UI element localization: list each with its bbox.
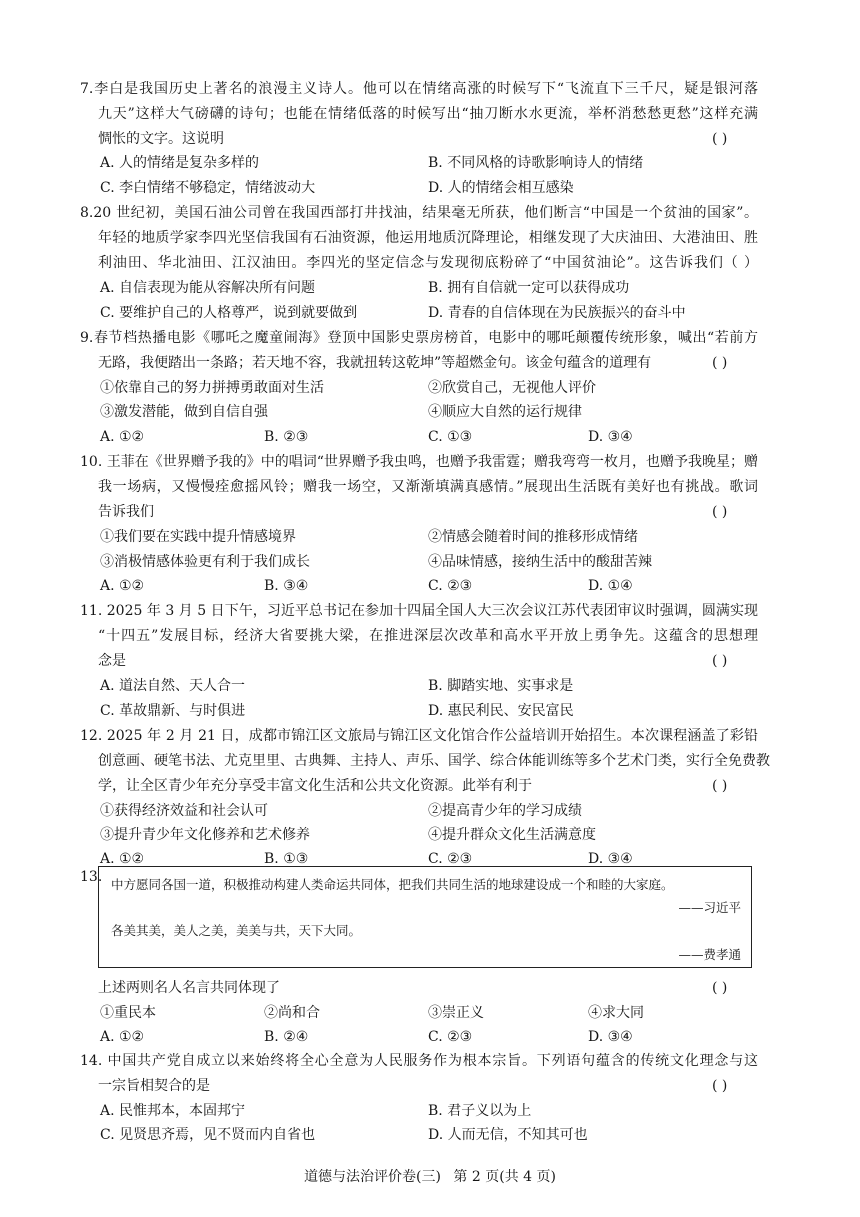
q10-stem-line-1: 10. 王菲在《世界赠予我的》中的唱词“世界赠予我虫鸣，也赠予我雷霆；赠我弯弯一枚月，也赠予我晚星；赠 <box>80 454 758 470</box>
q7-answer-blank: ( ) <box>712 131 728 147</box>
q13-statement-3: ③崇正义 <box>428 1005 484 1021</box>
q9-statement-2: ②欣赏自己，无视他人评价 <box>428 380 596 396</box>
q12-statement-2: ②提高青少年的学习成绩 <box>428 803 582 819</box>
q12-stem-line-3: 学，让全区青少年充分享受丰富文化生活和公共文化资源。此举有利于 <box>98 778 532 794</box>
q13-quote-1: 中方愿同各国一道，积极推动构建人类命运共同体，把我们共同生活的地球建设成一个和睦的大家庭。 <box>111 877 674 892</box>
q13-answer-blank: ( ) <box>712 980 728 996</box>
q9-choice-b: B. ②③ <box>264 429 309 445</box>
q9-answer-blank: ( ) <box>712 355 728 371</box>
q9-statement-1: ①依靠自己的努力拼搏勇敢面对生活 <box>100 380 324 396</box>
q12-choice-c: C. ②③ <box>428 851 473 867</box>
q11-stem-line-1: 11. 2025 年 3 月 5 日下午，习近平总书记在参加十四届全国人大三次会议江苏代表团审议时强调，圆满实现 <box>80 603 758 619</box>
q7-stem-line-3: 惆怅的文字。这说明 <box>98 131 224 147</box>
q8-option-b: B. 拥有自信就一定可以获得成功 <box>428 280 630 296</box>
q7-option-b: B. 不同风格的诗歌影响诗人的情绪 <box>428 155 644 171</box>
q9-choice-d: D. ③④ <box>588 429 633 445</box>
q13-choice-b: B. ②④ <box>264 1029 309 1045</box>
q7-stem-line-2: 九天”这样大气磅礴的诗句；也能在情绪低落的时候写出“抽刀断水水更流，举杯消愁愁更愁”这样充满 <box>98 106 758 122</box>
q14-option-b: B. 君子义以为上 <box>428 1103 532 1119</box>
q14-stem-line-2: 一宗旨相契合的是 <box>98 1078 210 1094</box>
q10-stem-line-2: 我一场病，又慢慢痊愈摇风铃；赠我一场空，又渐渐填满真感情。”展现出生活既有美好也有挑战。歌词 <box>98 479 758 495</box>
q12-statement-3: ③提升青少年文化修养和艺术修养 <box>100 827 310 843</box>
page-footer <box>0 1166 860 1186</box>
footer-subject: 道德与法治评价卷(三) <box>304 1169 441 1185</box>
footer-page-number: 第 2 页(共 4 页) <box>453 1169 556 1185</box>
q10-choice-b: B. ③④ <box>264 578 309 594</box>
q13-choice-c: C. ②③ <box>428 1029 473 1045</box>
q13-statement-1: ①重民本 <box>100 1005 156 1021</box>
q11-stem-line-3: 念是 <box>98 653 126 669</box>
q8-option-d: D. 青春的自信体现在为民族振兴的奋斗中 <box>428 305 686 321</box>
q8-stem-line-2: 年轻的地质学家李四光坚信我国有石油资源，他运用地质沉降理论，相继发现了大庆油田、大港油田、胜 <box>98 230 758 246</box>
q8-stem-line-3: 利油田、华北油田、江汉油田。李四光的坚定信念与发现彻底粉碎了“中国贫油论”。这告诉我们（ ） <box>98 255 758 271</box>
q14-option-d: D. 人而无信，不知其可也 <box>428 1127 588 1143</box>
q10-statement-3: ③消极情感体验更有利于我们成长 <box>100 554 310 570</box>
q12-choice-b: B. ①③ <box>264 851 309 867</box>
q13-choice-a: A. ①② <box>100 1029 145 1045</box>
q8-option-a: A. 自信表现为能从容解决所有问题 <box>100 280 316 296</box>
q11-option-a: A. 道法自然、天人合一 <box>100 678 246 694</box>
q9-stem-line-2: 无路，我便踏出一条路；若天地不容，我就扭转这乾坤”等超燃金句。该金句蕴含的道理有 <box>98 355 652 371</box>
q14-option-c: C. 见贤思齐焉，见不贤而内自省也 <box>100 1127 316 1143</box>
q9-stem-line-1: 9.春节档热播电影《哪吒之魔童闹海》登顶中国影史票房榜首，电影中的哪吒颠覆传统形象，喊出“若前方 <box>80 330 758 346</box>
q13-quote-1-author: ——习近平 <box>678 900 741 915</box>
q10-statement-2: ②情感会随着时间的推移形成情绪 <box>428 529 638 545</box>
q11-answer-blank: ( ) <box>712 653 728 669</box>
q13-quote-2-author: ——费孝通 <box>678 947 741 962</box>
q13-quote-box <box>98 866 752 968</box>
q11-stem-line-2: “十四五”发展目标，经济大省要挑大梁，在推进深层次改革和高水平开放上勇争先。这蕴含的思想理 <box>98 628 758 644</box>
q10-statement-4: ④品味情感，接纳生活中的酸甜苦辣 <box>428 554 652 570</box>
q11-option-c: C. 革故鼎新、与时俱进 <box>100 703 246 719</box>
q12-choice-d: D. ③④ <box>588 851 633 867</box>
q12-statement-1: ①获得经济效益和社会认可 <box>100 803 268 819</box>
q7-option-c: C. 李白情绪不够稳定，情绪波动大 <box>100 180 316 196</box>
q9-choice-c: C. ①③ <box>428 429 473 445</box>
q13-statement-4: ④求大同 <box>588 1005 644 1021</box>
q8-stem-line-1: 8.20 世纪初，美国石油公司曾在我国西部打井找油，结果毫无所获，他们断言“中国是一个贫油的国家”。 <box>80 205 758 221</box>
q10-choice-a: A. ①② <box>100 578 145 594</box>
q9-choice-a: A. ①② <box>100 429 145 445</box>
q13-stem: 上述两则名人名言共同体现了 <box>98 980 280 996</box>
q13-quote-2: 各美其美，美人之美，美美与共，天下大同。 <box>111 923 362 938</box>
q10-answer-blank: ( ) <box>712 504 728 520</box>
q12-stem-line-2: 创意画、硬笔书法、尤克里里、古典舞、主持人、声乐、国学、综合体能训练等多个艺术门类，实行全免费教 <box>98 753 770 769</box>
q9-statement-3: ③激发潜能，做到自信自强 <box>100 404 268 420</box>
q10-choice-c: C. ②③ <box>428 578 473 594</box>
q13-statement-2: ②尚和合 <box>264 1005 320 1021</box>
q11-option-d: D. 惠民利民、安民富民 <box>428 703 574 719</box>
q8-option-c: C. 要维护自己的人格尊严，说到就要做到 <box>100 305 358 321</box>
q10-stem-line-3: 告诉我们 <box>98 504 154 520</box>
q13-choice-d: D. ③④ <box>588 1029 633 1045</box>
q12-choice-a: A. ①② <box>100 851 145 867</box>
q12-stem-line-1: 12. 2025 年 2 月 21 日，成都市锦江区文旅局与锦江区文化馆合作公益培训开始招生。本次课程涵盖了彩铅 <box>80 728 758 744</box>
q12-answer-blank: ( ) <box>712 778 728 794</box>
q11-option-b: B. 脚踏实地、实事求是 <box>428 678 574 694</box>
q14-answer-blank: ( ) <box>712 1078 728 1094</box>
q13-number: 13. <box>80 869 103 885</box>
q12-statement-4: ④提升群众文化生活满意度 <box>428 827 596 843</box>
q10-choice-d: D. ①④ <box>588 578 633 594</box>
q14-stem-line-1: 14. 中国共产党自成立以来始终将全心全意为人民服务作为根本宗旨。下列语句蕴含的传统文化理念与这 <box>80 1053 758 1069</box>
q14-option-a: A. 民惟邦本，本固邦宁 <box>100 1103 246 1119</box>
q7-option-a: A. 人的情绪是复杂多样的 <box>100 155 260 171</box>
q9-statement-4: ④顺应大自然的运行规律 <box>428 404 582 420</box>
q7-stem-line-1: 7.李白是我国历史上著名的浪漫主义诗人。他可以在情绪高涨的时候写下“飞流直下三千尺，疑是银河落 <box>80 81 758 97</box>
q10-statement-1: ①我们要在实践中提升情感境界 <box>100 529 296 545</box>
q7-option-d: D. 人的情绪会相互感染 <box>428 180 574 196</box>
